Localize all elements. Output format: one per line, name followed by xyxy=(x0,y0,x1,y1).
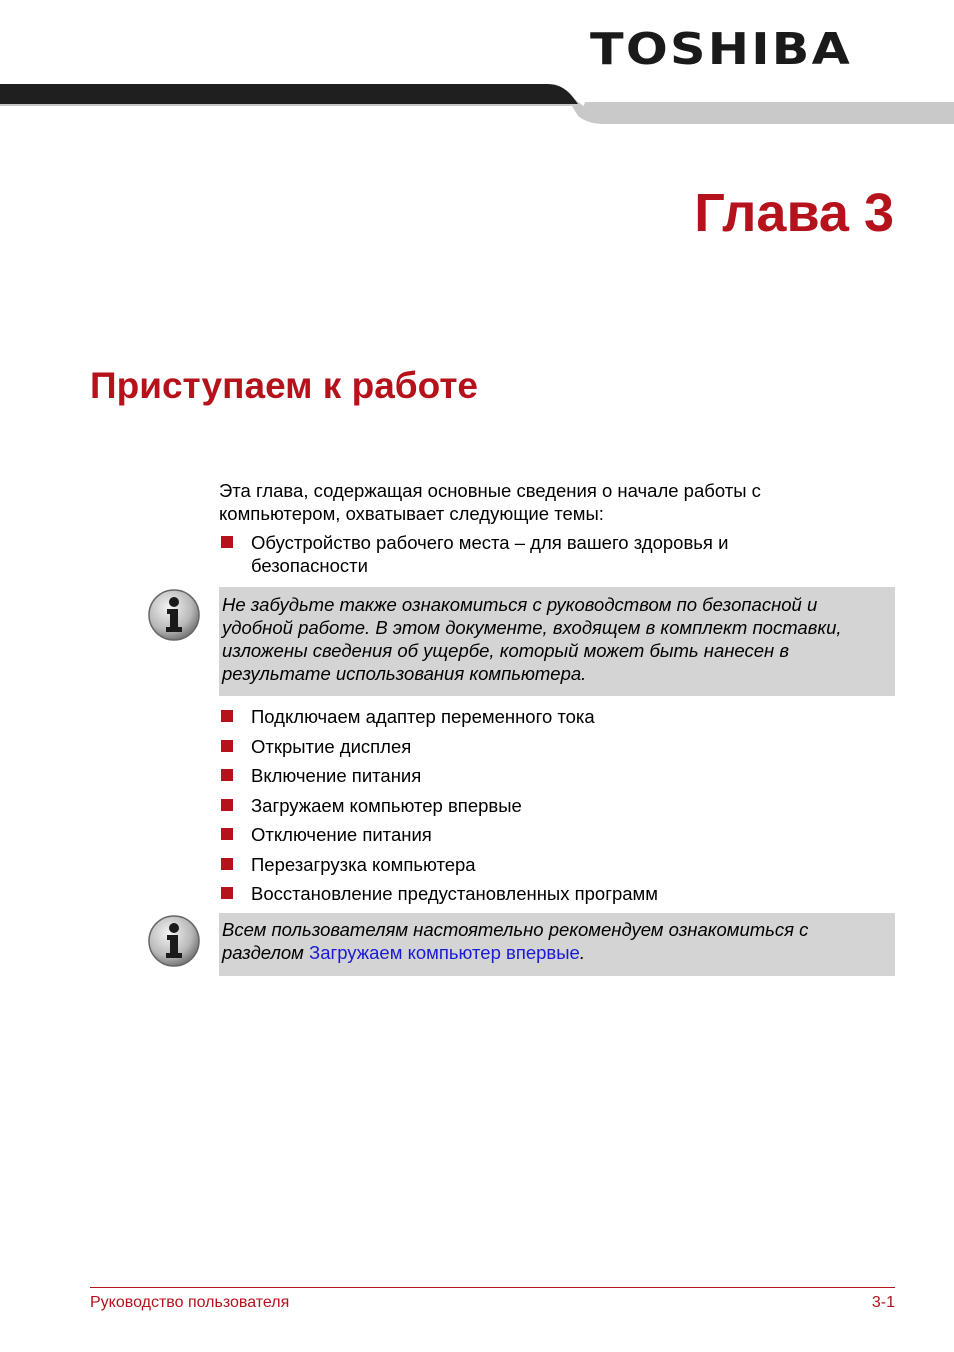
info-icon xyxy=(147,914,201,968)
note-box-recommendation xyxy=(219,913,895,976)
bullet-square-icon xyxy=(221,710,233,722)
bullet-square-icon xyxy=(221,536,233,548)
list-item: Включение питания xyxy=(219,761,859,791)
list-item: Загружаем компьютер впервые xyxy=(219,791,859,821)
bullet-square-icon xyxy=(221,828,233,840)
page-number: 3-1 xyxy=(871,1294,895,1311)
footer-divider xyxy=(90,1287,895,1288)
list-item: Подключаем адаптер переменного тока xyxy=(219,702,859,732)
intro-paragraph: Эта глава, содержащая основные сведения о начале работы с компьютером, охватывает следующие темы: xyxy=(219,480,761,524)
bullet-square-icon xyxy=(221,740,233,752)
note-text: Всем пользователям настоятельно рекомендуем ознакомиться с разделом xyxy=(222,919,809,963)
chapter-title: Глава 3 xyxy=(694,183,894,243)
list-item: Открытие дисплея xyxy=(219,732,859,762)
bullet-square-icon xyxy=(221,858,233,870)
list-item: Отключение питания xyxy=(219,820,859,850)
header-band xyxy=(0,82,954,124)
bullet-square-icon xyxy=(221,799,233,811)
section-title: Приступаем к работе xyxy=(90,365,479,406)
bullet-square-icon xyxy=(221,887,233,899)
list-item: Перезагрузка компьютера xyxy=(219,850,859,880)
footer-title: Руководство пользователя xyxy=(90,1294,290,1311)
topics-list-first xyxy=(219,531,819,577)
first-boot-link[interactable]: Загружаем компьютер впервые xyxy=(309,942,580,963)
info-icon xyxy=(147,588,201,642)
note-text-end: . xyxy=(579,942,585,963)
list-item: Восстановление предустановленных программ xyxy=(219,879,859,909)
topics-list xyxy=(219,702,859,909)
list-item: Обустройство рабочего места – для вашего здоровья и безопасности xyxy=(219,531,819,577)
note-box-safety: Не забудьте также ознакомиться с руководством по безопасной и удобной работе. В этом документе, входящем в комплект поставки, изложены сведения об ущербе, который может быть нанесен в результате использования компьютера. xyxy=(219,587,895,696)
toshiba-logo: TOSHIBA xyxy=(590,24,852,75)
bullet-square-icon xyxy=(221,769,233,781)
